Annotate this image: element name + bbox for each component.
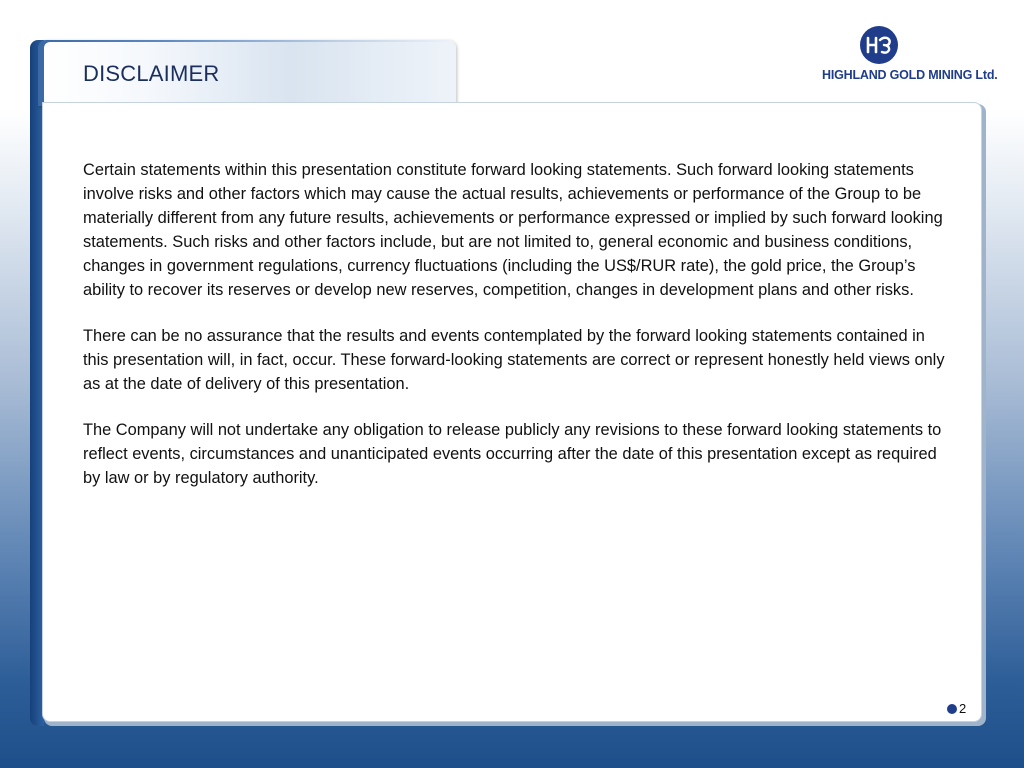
disclaimer-paragraph-1: Certain statements within this presentation constitute forward looking statements. Such forward looking statements involve risks and other factors which may cause the actual results, achievements or performance of the Group to be materially different from any future results, achievements or performance expressed or implied by such forward looking statements. Such risks and other factors include, but are not limited to, general economic and business conditions, changes in government regulations, currency fluctuations (including the US$/RUR rate), the gold price, the Group’s ability to recover its reserves or develop new reserves, competition, changes in development plans and other risks. [83, 161, 943, 299]
disclaimer-paragraph-3: The Company will not undertake any obligation to release publicly any revisions to these forward looking statements to reflect events, circumstances and unanticipated events occurring after the date of this presentation except as required by law or by regulatory authority. [83, 421, 942, 487]
company-logo [818, 24, 998, 88]
disclaimer-body [83, 158, 945, 512]
page-number-indicator [947, 701, 966, 716]
bullet-dot-icon [947, 704, 957, 714]
slide-title: DISCLAIMER [83, 61, 220, 86]
hg-logo-icon [860, 26, 898, 64]
disclaimer-paragraph-2: There can be no assurance that the results and events contemplated by the forward looking statements contained in this presentation will, in fact, occur. These forward-looking statements are correct or represent honestly held views only as at the date of delivery of this presentation. [83, 327, 945, 393]
page-number: 2 [959, 701, 967, 716]
company-logo-text: HIGHLAND GOLD MINING Ltd. [822, 68, 998, 82]
